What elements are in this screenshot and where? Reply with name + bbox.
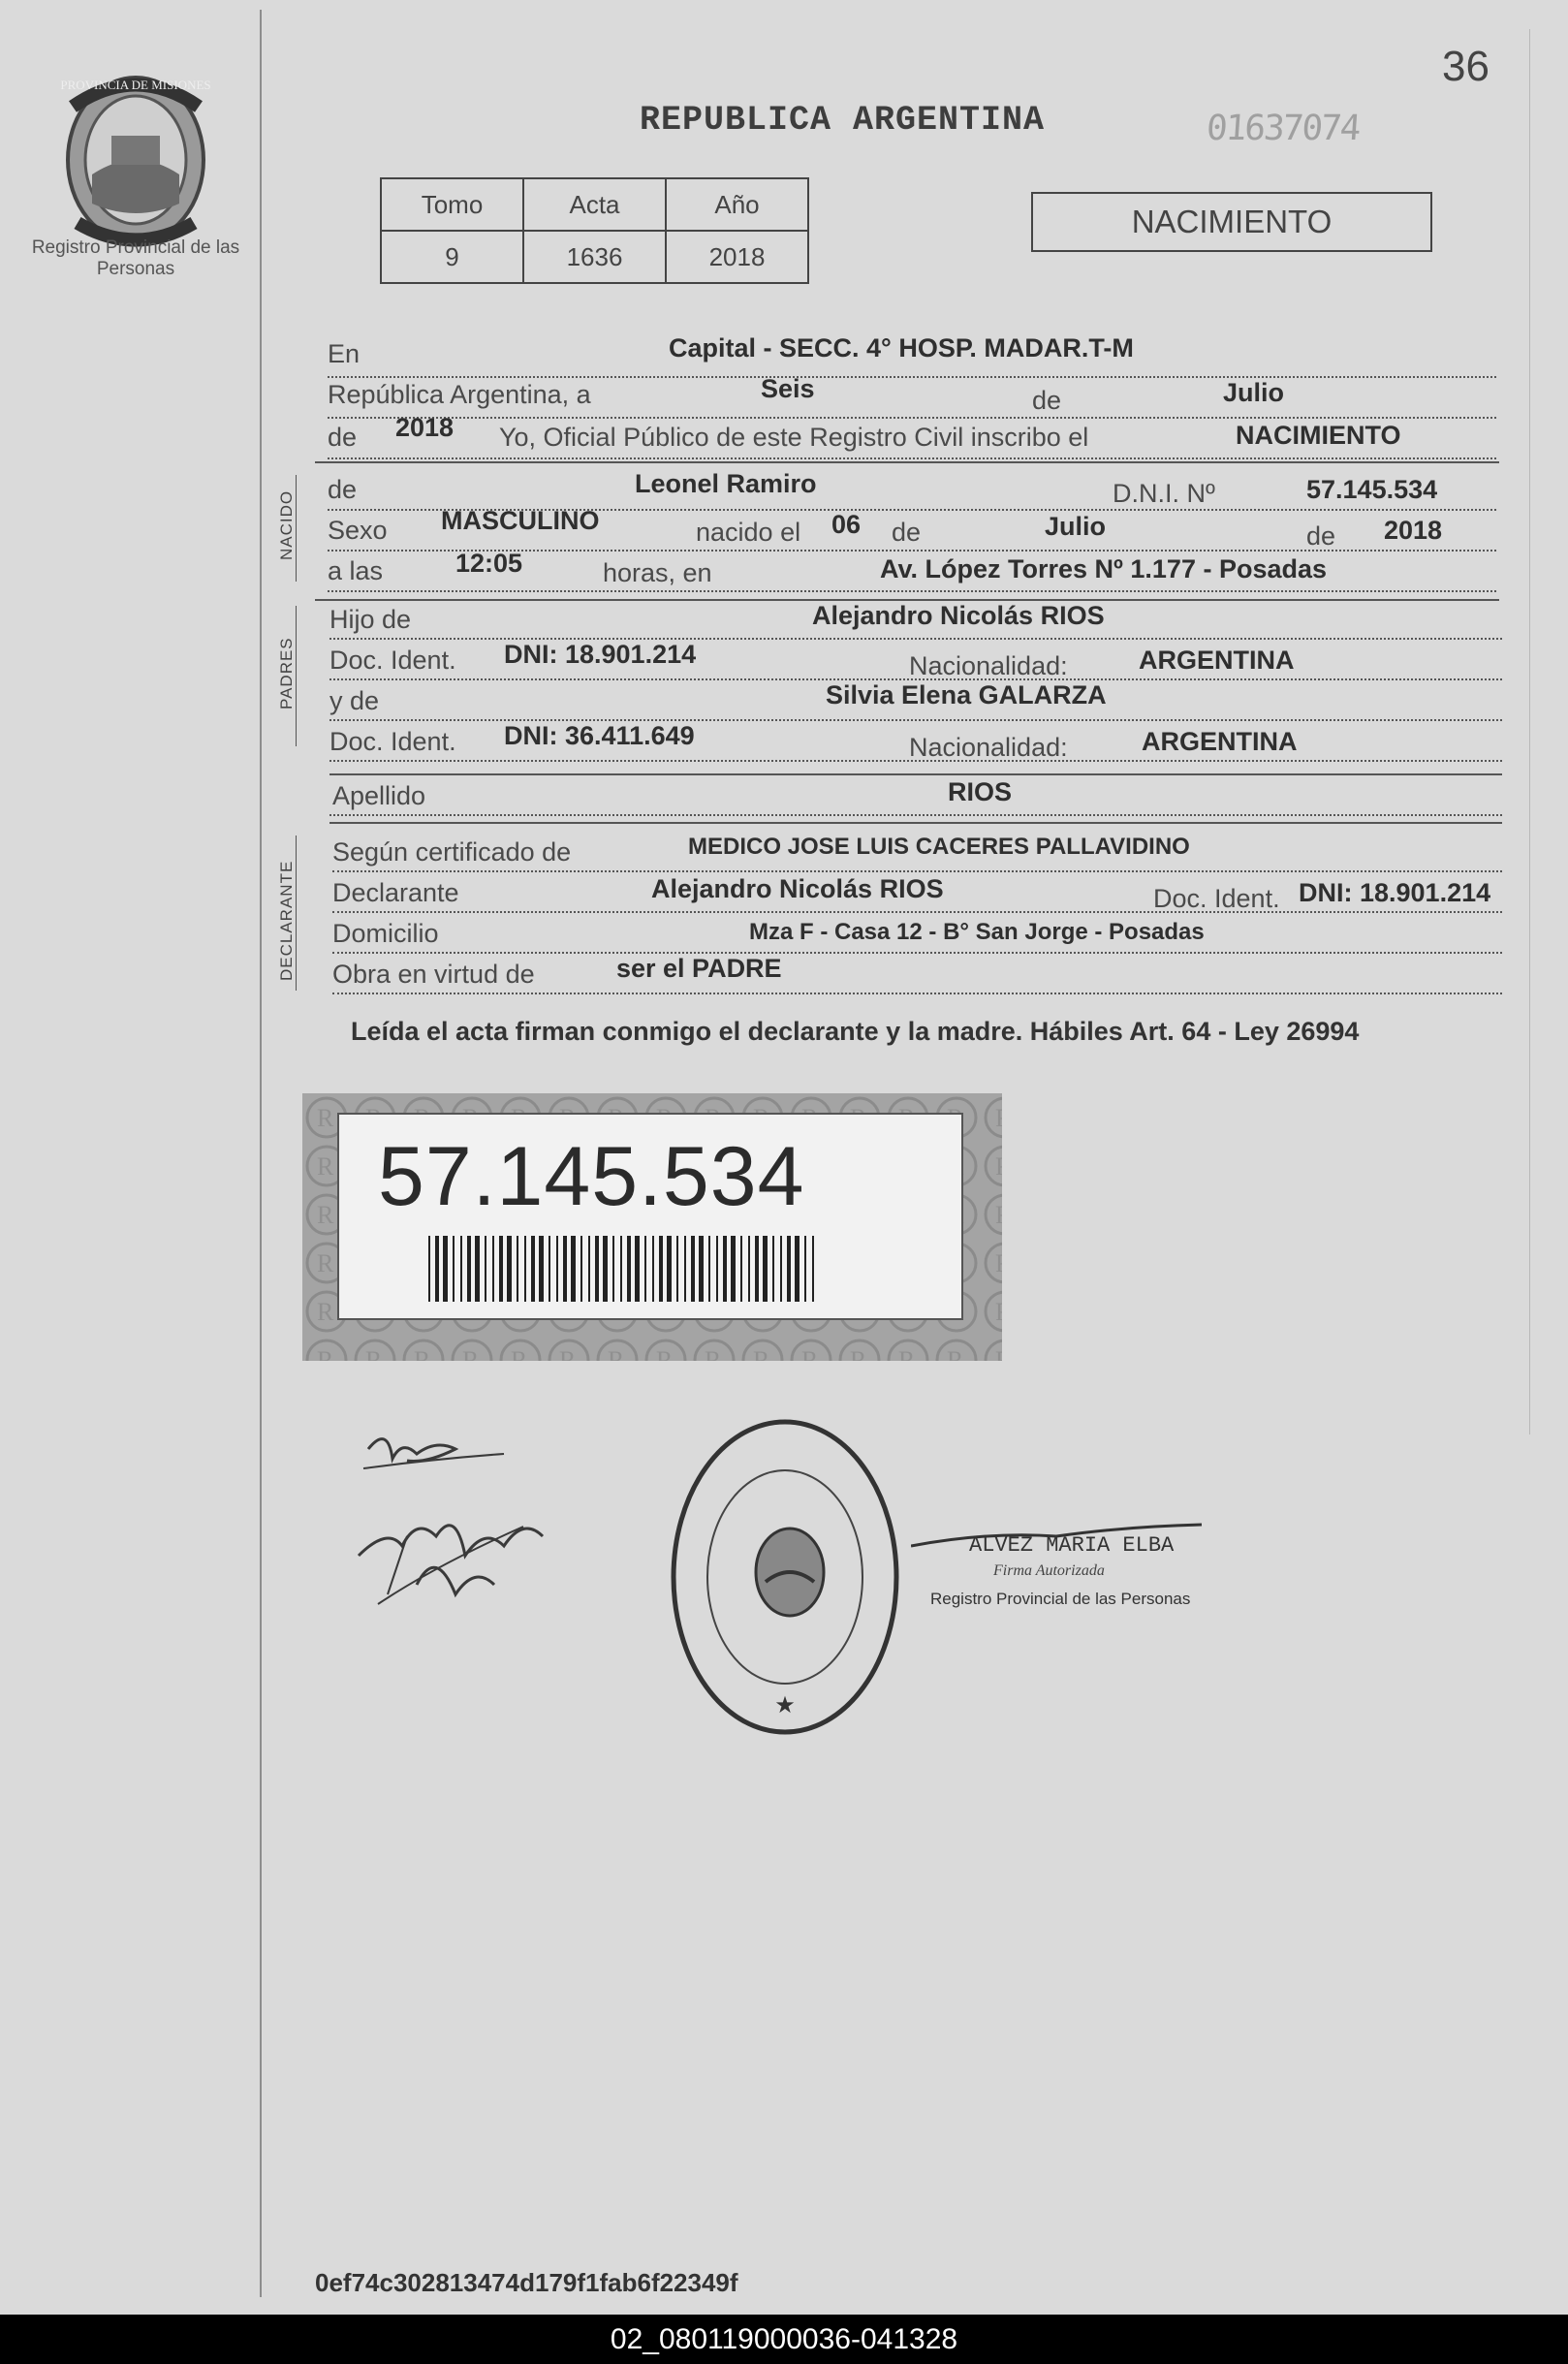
apellido-row <box>329 775 1502 816</box>
declarante-doc: DNI: 18.901.214 <box>1299 878 1491 907</box>
hijo-label: Hijo de <box>329 605 412 634</box>
barcode-bar <box>507 1236 512 1302</box>
barcode-bar <box>787 1236 791 1302</box>
barcode-bar <box>635 1236 640 1302</box>
doc-label: Doc. Ident. <box>329 727 456 756</box>
anio-header: Año <box>666 178 808 231</box>
en-label: En <box>328 339 361 368</box>
barcode-bar <box>571 1236 576 1302</box>
nacionalidad-label: Nacionalidad: <box>909 733 1068 762</box>
doc-label: Doc. Ident. <box>329 646 456 675</box>
official-seal-stamp <box>669 1417 901 1737</box>
barcode-bar <box>780 1236 782 1302</box>
mother-doc: DNI: 36.411.649 <box>504 721 695 750</box>
page-number: 36 <box>1442 43 1490 90</box>
acta-value: 1636 <box>523 231 666 283</box>
birth-place: Av. López Torres Nº 1.177 - Posadas <box>880 554 1328 583</box>
footer-id: 02_080119000036-041328 <box>0 2315 1568 2364</box>
barcode-bar <box>748 1236 750 1302</box>
document-title: REPUBLICA ARGENTINA <box>640 101 1046 140</box>
separator <box>315 461 1499 463</box>
svg-text:PROVINCIA DE MISIONES: PROVINCIA DE MISIONES <box>60 78 211 92</box>
separator <box>329 822 1502 824</box>
de-label: de <box>328 475 358 504</box>
barcode-bar <box>517 1236 518 1302</box>
barcode-bar <box>556 1236 558 1302</box>
document-hash: 0ef74c302813474d179f1fab6f22349f <box>315 2268 738 2297</box>
tomo-header: Tomo <box>381 178 523 231</box>
child-name: Leonel Ramiro <box>635 469 817 498</box>
barcode-bar <box>588 1236 590 1302</box>
republica-label: República Argentina, a <box>328 380 591 409</box>
domicilio-label: Domicilio <box>332 919 439 948</box>
doc-label: Doc. Ident. <box>1153 884 1280 913</box>
segun-value: MEDICO JOSE LUIS CACERES PALLAVIDINO <box>688 834 1190 860</box>
barcode-bar <box>627 1236 631 1302</box>
mother-name: Silvia Elena GALARZA <box>826 680 1107 709</box>
de-label: de <box>892 518 922 547</box>
nacido-section-label: NACIDO <box>277 489 296 560</box>
barcode-bar <box>812 1236 814 1302</box>
sexo-value: MASCULINO <box>441 506 600 535</box>
dni-sticker-number: 57.145.534 <box>378 1130 805 1223</box>
en-value: Capital - SECC. 4° HOSP. MADAR.T-M <box>669 333 1134 362</box>
obra-value: ser el PADRE <box>616 954 782 983</box>
barcode-bar <box>453 1236 455 1302</box>
anio-value: 2018 <box>666 231 808 283</box>
barcode-bar <box>795 1236 800 1302</box>
barcode-bar <box>443 1236 448 1302</box>
barcode-bar <box>667 1236 672 1302</box>
barcode-bar <box>467 1236 471 1302</box>
barcode-bar <box>492 1236 494 1302</box>
month-value: Julio <box>1223 378 1285 407</box>
barcode-bar <box>691 1236 695 1302</box>
child-dni: 57.145.534 <box>1306 475 1438 504</box>
barcode-bar <box>524 1236 526 1302</box>
inscribo-value: NACIMIENTO <box>1236 421 1401 450</box>
horas-label: horas, en <box>603 558 712 587</box>
barcode-bar <box>716 1236 718 1302</box>
barcode-bar <box>684 1236 686 1302</box>
obra-label: Obra en virtud de <box>332 960 535 989</box>
barcode-bar <box>460 1236 462 1302</box>
declarante-label: Declarante <box>332 878 459 907</box>
act-type-box: NACIMIENTO <box>1031 192 1432 252</box>
yde-label: y de <box>329 686 380 715</box>
nacionalidad-label: Nacionalidad: <box>909 651 1068 680</box>
apellido-value: RIOS <box>948 777 1013 806</box>
barcode-bar <box>539 1236 544 1302</box>
barcode-bar <box>475 1236 480 1302</box>
barcode-bar <box>563 1236 567 1302</box>
registry-label: Registro Provincial de las Personas <box>31 237 240 279</box>
barcode-bar <box>804 1236 806 1302</box>
barcode-bar <box>580 1236 582 1302</box>
provincia-misiones-logo <box>53 68 218 252</box>
mother-nationality: ARGENTINA <box>1142 727 1298 756</box>
birth-time: 12:05 <box>455 549 523 578</box>
official-signature-block <box>911 1507 1260 1623</box>
right-border-line <box>1529 29 1530 1434</box>
margin-line <box>260 10 262 2297</box>
barcode <box>428 1236 814 1302</box>
birth-year: 2018 <box>1384 516 1443 545</box>
de-label: de <box>1306 521 1336 551</box>
apellido-label: Apellido <box>332 781 426 810</box>
day-value: Seis <box>761 374 815 403</box>
svg-text:Registro Provincial de las Per: Registro Provincial de las Personas <box>930 1590 1191 1608</box>
segun-label: Según certificado de <box>332 837 572 867</box>
barcode-bar <box>549 1236 550 1302</box>
declarante-section-label: DECLARANTE <box>277 860 296 981</box>
barcode-bar <box>612 1236 614 1302</box>
barcode-bar <box>699 1236 704 1302</box>
barcode-bar <box>763 1236 768 1302</box>
barcode-bar <box>731 1236 736 1302</box>
barcode-bar <box>428 1236 430 1302</box>
barcode-bar <box>531 1236 535 1302</box>
barcode-bar <box>620 1236 622 1302</box>
barcode-bar <box>644 1236 646 1302</box>
father-nationality: ARGENTINA <box>1139 646 1295 675</box>
barcode-bar <box>652 1236 654 1302</box>
svg-text:ALVEZ MARIA ELBA: ALVEZ MARIA ELBA <box>969 1533 1175 1558</box>
padres-section-label: PADRES <box>277 637 296 709</box>
year-value: 2018 <box>395 413 455 442</box>
barcode-bar <box>499 1236 503 1302</box>
barcode-bar <box>772 1236 774 1302</box>
svg-text:★: ★ <box>774 1692 796 1718</box>
father-doc: DNI: 18.901.214 <box>504 640 697 669</box>
barcode-bar <box>485 1236 486 1302</box>
father-name: Alejandro Nicolás RIOS <box>812 601 1105 630</box>
barcode-bar <box>723 1236 727 1302</box>
closing-text: Leída el acta firman conmigo el declarante y la madre. Hábiles Art. 64 - Ley 26994 <box>351 1017 1360 1046</box>
barcode-bar <box>435 1236 439 1302</box>
barcode-bar <box>603 1236 608 1302</box>
barcode-bar <box>755 1236 759 1302</box>
domicilio-value: Mza F - Casa 12 - B° San Jorge - Posadas <box>749 919 1205 945</box>
barcode-bar <box>740 1236 742 1302</box>
sexo-label: Sexo <box>328 516 388 545</box>
barcode-bar <box>659 1236 663 1302</box>
de2-label: de <box>328 423 358 452</box>
birth-day: 06 <box>831 510 862 539</box>
tomo-value: 9 <box>381 231 523 283</box>
acta-header: Acta <box>523 178 666 231</box>
record-table <box>380 177 809 284</box>
barcode-bar <box>676 1236 678 1302</box>
barcode-bar <box>708 1236 710 1302</box>
svg-text:Firma Autorizada: Firma Autorizada <box>993 1562 1105 1579</box>
birth-month: Julio <box>1045 512 1107 541</box>
nacido-label: nacido el <box>696 518 801 547</box>
alas-label: a las <box>328 556 384 585</box>
barcode-bar <box>595 1236 599 1302</box>
declarante-value: Alejandro Nicolás RIOS <box>651 874 944 903</box>
dni-label: D.N.I. Nº <box>1113 479 1215 508</box>
serial-number: 01637074 <box>1205 109 1361 148</box>
signatures <box>349 1420 591 1653</box>
oficial-label: Yo, Oficial Público de este Registro Civil inscribo el <box>499 423 1089 452</box>
de-label: de <box>1032 386 1062 415</box>
